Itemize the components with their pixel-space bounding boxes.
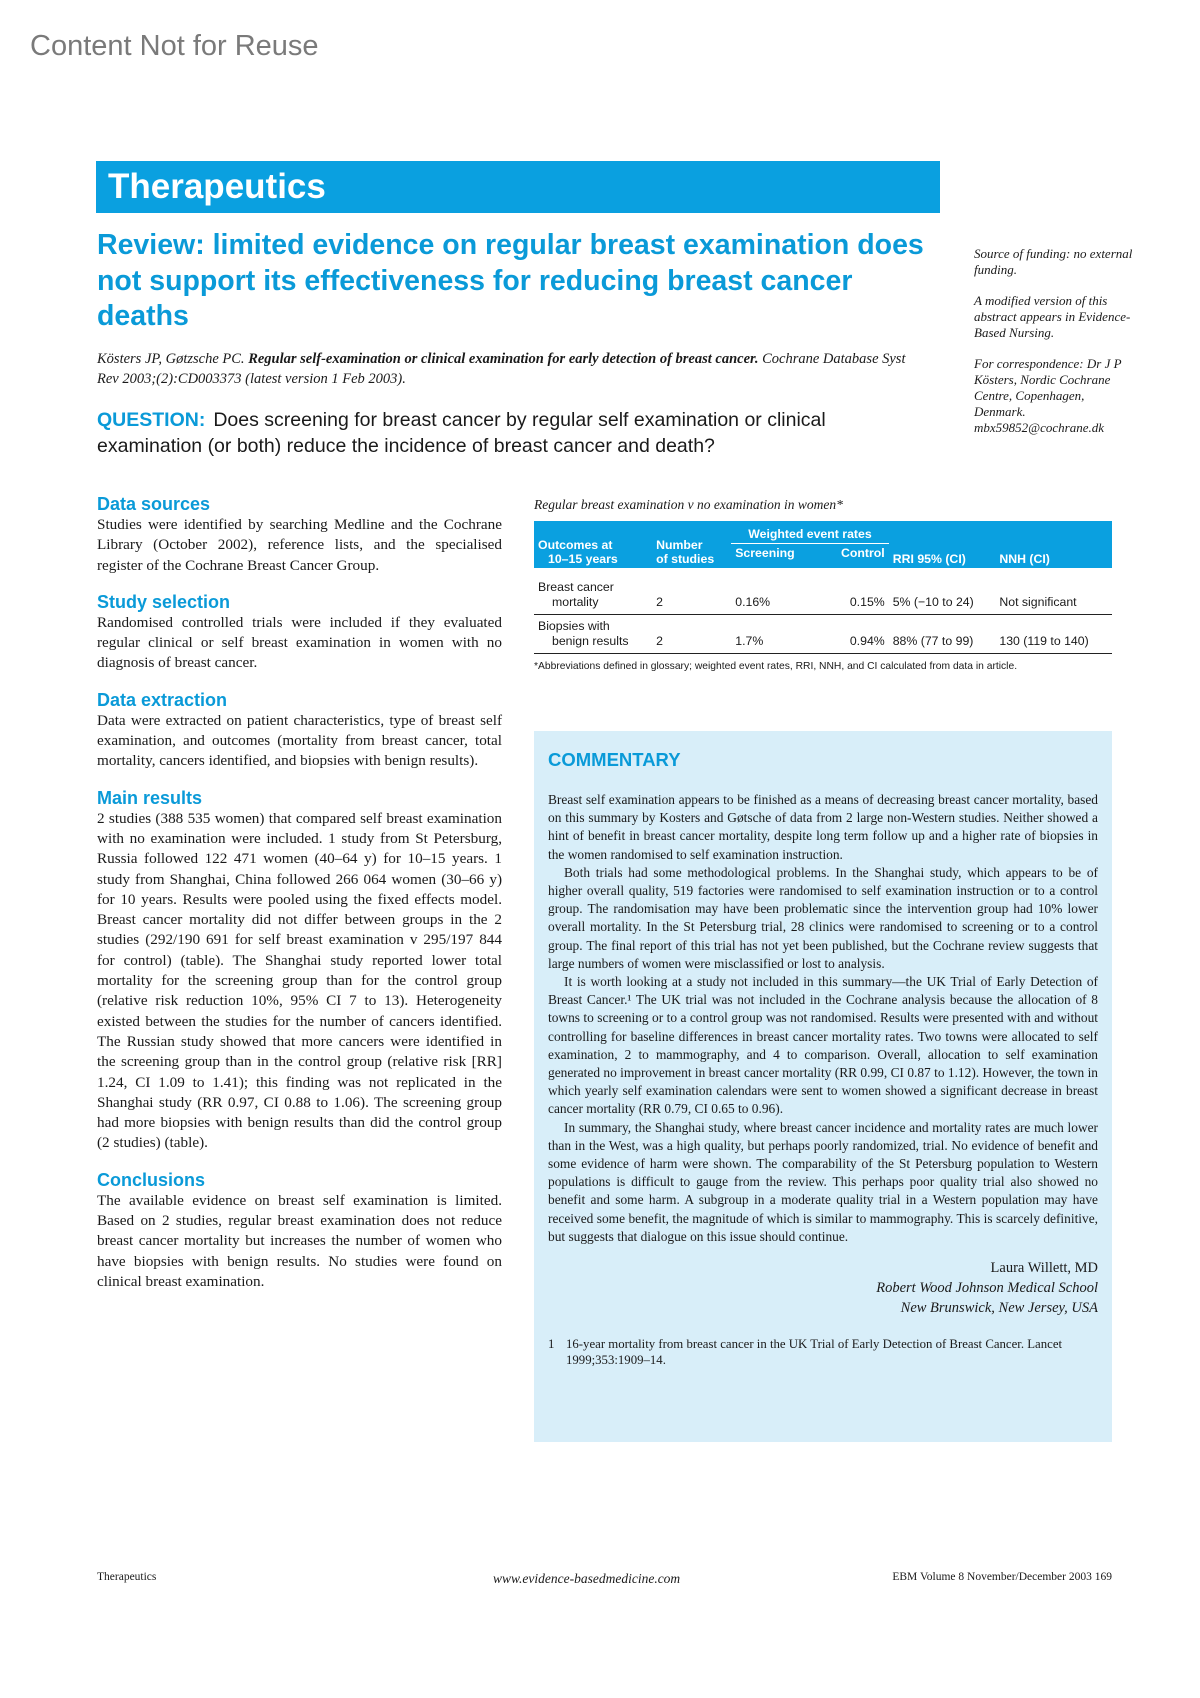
section-text: The available evidence on breast self examination is limited. Based on 2 studies, regular breast examination does not reduce breast cancer mortality but increases the number of women who have biopsies with benign results. No studies were found on clinical breast examination. — [97, 1191, 502, 1290]
question — [97, 408, 927, 459]
col-rri: RRI 95% (CI) — [889, 521, 996, 568]
section-heading: Study selection — [97, 591, 231, 612]
correspondence-note: For correspondence: Dr J P Kösters, Nordic Cochrane Centre, Copenhagen, Denmark. mbx59852@cochrane.dk — [974, 356, 1122, 435]
footnote-text: 16-year mortality from breast cancer in the UK Trial of Early Detection of Breast Cancer. Lancet 1999;353:1909–14. — [566, 1337, 1063, 1368]
section-text: Randomised controlled trials were included if they evaluated regular clinical or self breast examination in women with no diagnosis of breast cancer. — [97, 613, 502, 672]
section-header: Therapeutics — [96, 161, 940, 213]
sidebar — [974, 246, 1134, 451]
commentary-paragraph: It is worth looking at a study not included in this summary—the UK Trial of Early Detection of Breast Cancer.¹ The UK trial was not included in the Cochrane analysis because the allocation of 8 towns to screening or to a control group was not randomised. Results were presented with and without controlling for baseline differences in breast cancer mortality rates. Two towns were allocated to self examination, 2 to mammography, and 4 to comparison. Overall, allocation to self examination generated no improvement in breast cancer mortality (RR 0.99, CI 0.87 to 1.12). However, the town in which yearly self examination calendars were sent to women showed a significant decrease in breast cancer mortality (RR 0.79, CI 0.65 to 0.96). — [548, 974, 1098, 1117]
col-nnh: NNH (CI) — [995, 521, 1112, 568]
modified-note: A modified version of this abstract appears in Evidence-Based Nursing. — [974, 293, 1131, 340]
col-studies: Number of studies — [652, 521, 731, 568]
col-screening: Screening — [731, 544, 820, 569]
author-location: New Brunswick, New Jersey, USA — [900, 1300, 1098, 1317]
footer-issue: EBM Volume 8 November/December 2003 169 — [892, 1571, 1112, 1583]
section-heading: Data extraction — [97, 689, 228, 710]
table-footnote: *Abbreviations defined in glossary; weighted event rates, RRI, NNH, and CI calculated from data in article. — [534, 661, 1018, 672]
section-heading: Data sources — [97, 494, 211, 514]
commentary-author — [548, 1258, 1098, 1318]
footer-url: www.evidence-basedmedicine.com — [493, 1571, 681, 1586]
section-text: 2 studies (388 535 women) that compared self breast examination with no examination were included. 1 study from St Petersburg, Russia followed 122 471 women (40–64 y) for 10–15 years. 1 study from Shanghai, China followed 266 064 women (30–66 y) for 10 years. Results were pooled using the fixed effects model. Breast cancer mortality did not differ between groups in the 2 studies (292/190 691 for self breast examination v 295/197 844 for control) (table). The Shanghai study reported lower total mortality for the screening group than for the control group (relative risk reduction 10%, 95% CI 7 to 13). Heterogeneity existed between the studies for the number of cancers identified. The Russian study showed that more cancers were identified in the screening group than in the control group (relative risk [RR] 1.24, CI 1.09 to 1.41); this finding was not replicated in the Shanghai study (RR 0.97, CI 0.88 to 1.06). The screening group had more biopsies with benign results than did the control group (2 studies) (table). — [97, 809, 502, 1152]
col-group-weighted: Weighted event rates — [731, 521, 888, 544]
footnote-number: 1 — [548, 1337, 555, 1352]
col-control: Control — [820, 544, 888, 569]
question-label: QUESTION: — [97, 409, 206, 431]
commentary-paragraph: Breast self examination appears to be finished as a means of decreasing breast cancer mortality, based on this summary by Kosters and Gøtsche of data from 2 large non-Western studies. Neither showed a hint of benefit in breast cancer mortality, despite long term follow up and a higher rate of biopsies in the women randomised to self examination instruction. — [548, 792, 1098, 862]
footer-section: Therapeutics — [97, 1571, 157, 1583]
results-table-block — [534, 497, 1112, 672]
question-text: Does screening for breast cancer by regular self examination or clinical examination (or both) reduce the incidence of breast cancer and death? — [97, 409, 826, 457]
citation-source: Cochrane Database Syst Rev 2003;(2):CD003373 (latest version 1 Feb 2003). — [97, 351, 906, 387]
table-caption: Regular breast examination v no examination in women* — [534, 497, 843, 512]
citation-authors: Kösters JP, Gøtzsche PC. — [97, 351, 245, 367]
commentary-box — [534, 731, 1112, 1442]
section-text: Data were extracted on patient characteristics, type of breast self examination, and outcomes (mortality from breast cancer, total mortality, cancers identified, and biopsies with benign results). — [97, 711, 502, 770]
section-text: Studies were identified by searching Medline and the Cochrane Library (October 2002), reference lists, and the specialised register of the Cochrane Breast Cancer Group. — [97, 516, 502, 574]
section-heading: Main results — [97, 787, 203, 808]
col-outcome: Outcomes at 10–15 years — [534, 521, 652, 568]
results-table — [534, 521, 1112, 654]
funding-note: Source of funding: no external funding. — [974, 246, 1133, 277]
citation-article: Regular self-examination or clinical examination for early detection of breast cancer. — [248, 351, 759, 367]
table-row: Biopsies with benign results 2 1.7% 0.94% 88% (77 to 99) 130 (119 to 140) — [534, 615, 1112, 654]
commentary-heading: COMMENTARY — [548, 749, 681, 770]
commentary-paragraph: In summary, the Shanghai study, where breast cancer incidence and mortality rates are much lower than in the West, was a high quality, but perhaps poorly randomized, trial. No evidence of benefit and some evidence of harm were shown. The comparability of the St Petersburg population to Western populations is difficult to gauge from the review. This perhaps poor quality trial also showed no benefit and some harm. A subgroup in a moderate quality trial in a Western population may have received some benefit, the magnitude of which is similar to mammography. This is scarcely definitive, but suggests that dialogue on this issue should continue. — [548, 1119, 1098, 1244]
section-heading: Conclusions — [97, 1169, 206, 1190]
author-affiliation: Robert Wood Johnson Medical School — [876, 1280, 1098, 1297]
watermark: Content Not for Reuse — [30, 30, 319, 62]
page-footer — [97, 1571, 1112, 1591]
citation — [97, 350, 917, 389]
author-name: Laura Willett, MD — [990, 1260, 1098, 1277]
commentary-paragraph: Both trials had some methodological problems. In the Shanghai study, which appears to be of higher overall quality, 519 factories were randomised to self examination instruction or to a control group. The randomisation may have been problematic since the intervention group had 10% lower overall mortality. In the St Petersburg trial, 28 clinics were randomised to screening or to a control group. The final report of this trial has not yet been published, but the Cochrane review suggests that large numbers of women were misclassified or lost to analysis. — [548, 864, 1098, 971]
article-title: Review: limited evidence on regular breast examination does not support its effectiveness for reducing breast cancer deaths — [97, 229, 924, 332]
reference-footnote — [548, 1336, 1098, 1368]
abstract-column — [97, 494, 502, 1308]
table-row: Breast cancer mortality 2 0.16% 0.15% 5% (−10 to 24) Not significant — [534, 568, 1112, 615]
